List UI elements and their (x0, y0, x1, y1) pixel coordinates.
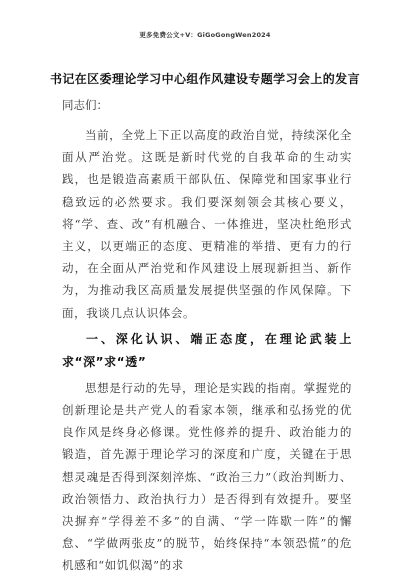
intro-paragraph: 当前，全党上下正以高度的政治自觉，持续深化全面从严治党。这既是新时代党的自我革命的生动实践，也是锻造高素质干部队伍、保障党和国家事业行稳致远的必然要求。我们要深刻领会其核心要义，将“学、查、改”有机融合、一体推进，坚决杜绝形式主义，以更端正的态度、更精准的举措、更有力的行动，在全面从严治党和作风建设上展现新担当、新作为，为推动我区高质量发展提供坚强的作风保障。下面，我谈几点认识体会。 (62, 128, 352, 320)
document-title: 书记在区委理论学习中心组作风建设专题学习会上的发言 (49, 72, 360, 86)
section-paragraph: 思想是行动的先导，理论是实践的指南。掌握党的创新理论是共产党人的看家本领，继承和弘扬党的优良作风是终身必修课。党性修养的提升、政治能力的锻造，首先源于理论学习的深度和广度，关键在于思想灵魂是否得到深刻淬炼、“政治三力”（政治判断力、政治领悟力、政治执行力）是否得到有效提升。要坚决摒弃“学得差不多”的自满、“学一阵歇一阵”的懈怠、“学做两张皮”的脱节，始终保持“本领恐慌”的危机感和“如饥似渴”的求 (62, 380, 352, 573)
watermark-text: 更多免费公文+V：GiGoGongWen2024 (139, 31, 271, 39)
section-heading: 一、深化认识、端正态度，在理论武装上求“深”求“透” (62, 331, 352, 369)
salutation: 同志们： (62, 98, 108, 112)
document-body (62, 124, 352, 577)
